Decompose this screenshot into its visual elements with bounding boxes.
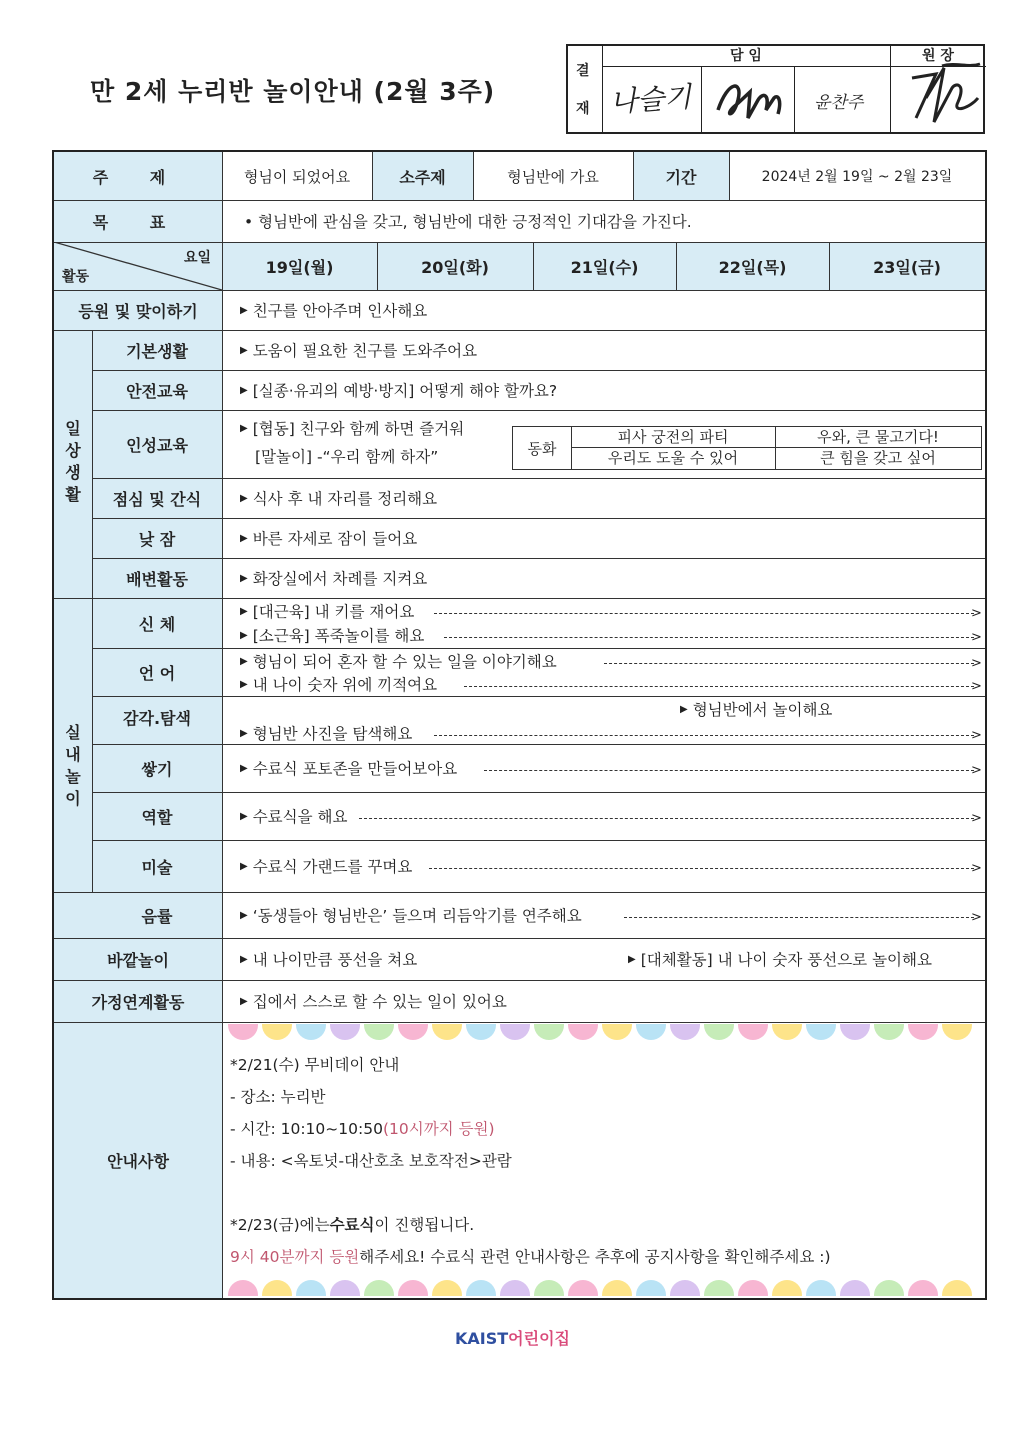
bullet-triangle-icon: ▶ — [240, 727, 248, 739]
arrival-text: 친구를 안아주며 인사해요 — [252, 302, 428, 320]
day-wed: 21일(수) — [570, 257, 639, 277]
teacher2-signature-name: 윤찬주 — [814, 93, 864, 113]
character-row-1 — [240, 415, 464, 441]
indoor-group-label: 실 내 놀 이 — [65, 723, 81, 808]
scallop-dot — [840, 1280, 870, 1296]
sensory-line-top: 형님반에서 놀이해요 — [692, 701, 833, 719]
scallop-dot — [602, 1280, 632, 1296]
arrive-rest: 해주세요! 수료식 관련 안내사항은 추후에 공지사항을 확인해주세요 :) — [359, 1248, 831, 1266]
scallop-dot — [636, 1024, 666, 1040]
dot-border-top — [226, 1024, 982, 1042]
sensory-row — [240, 722, 412, 744]
movie-title: *2/21(수) 무비데이 안내 — [230, 1056, 400, 1074]
bullet-triangle-icon: ▶ — [240, 995, 248, 1007]
day-mon: 19일(월) — [265, 257, 334, 277]
scallop-dot — [398, 1280, 428, 1296]
notice-label: 안내사항 — [107, 1151, 169, 1171]
music-text: ‘동생들아 형님반은’ 들으며 리듬악기를 연주해요 — [252, 907, 582, 925]
language-label: 언 어 — [138, 663, 176, 683]
logo-daycare: 어린이집 — [508, 1329, 570, 1348]
bullet-triangle-icon: ▶ — [240, 629, 248, 641]
logo-kaist: KAIST — [455, 1329, 509, 1348]
bullet-triangle-icon: ▶ — [240, 953, 248, 965]
basic-text: 도움이 필요한 친구를 도와주어요 — [252, 342, 478, 360]
day-tue: 20일(화) — [421, 257, 489, 277]
blocks-row — [240, 757, 457, 779]
scallop-dot — [942, 1280, 972, 1296]
scallop-dot — [568, 1024, 598, 1040]
scallop-dot — [364, 1280, 394, 1296]
bullet-triangle-icon: ▶ — [240, 655, 248, 667]
movie-time-row — [230, 1116, 495, 1140]
arrive-note: 9시 40분까지 등원 — [230, 1248, 360, 1266]
page-title: 만 2세 누리반 놀이안내 (2월 3주) — [90, 77, 496, 106]
toilet-row — [240, 558, 427, 598]
scallop-dot — [262, 1024, 292, 1040]
body-line-1: [대근육] 내 키를 재어요 — [252, 603, 415, 621]
movie-time: - 시간: 10:10~10:50 — [230, 1120, 383, 1138]
scallop-dot — [228, 1024, 258, 1040]
daily-group-label: 일 상 생 활 — [65, 419, 81, 504]
lunch-label: 점심 및 간식 — [112, 489, 202, 509]
homeroom-header: 담 임 — [730, 48, 762, 64]
story-4: 큰 힘을 갖고 싶어 — [820, 449, 936, 467]
scallop-dot — [466, 1024, 496, 1040]
bullet-triangle-icon: ▶ — [240, 532, 248, 544]
scallop-dot — [398, 1024, 428, 1040]
bullet-triangle-icon: ▶ — [628, 953, 636, 965]
scallop-dot — [704, 1280, 734, 1296]
bullet-triangle-icon: ▶ — [240, 762, 248, 774]
role-text: 수료식을 해요 — [252, 808, 348, 826]
bullet-triangle-icon: ▶ — [240, 572, 248, 584]
bullet-triangle-icon: ▶ — [240, 909, 248, 921]
scallop-dot — [772, 1280, 802, 1296]
goal-label: 목 표 — [92, 212, 184, 232]
scallop-dot — [330, 1280, 360, 1296]
bullet-triangle-icon: ▶ — [680, 703, 688, 715]
director-header: 원 장 — [922, 48, 954, 64]
scallop-dot — [874, 1024, 904, 1040]
language-row-1 — [240, 650, 557, 672]
scallop-dot — [534, 1280, 564, 1296]
nap-row — [240, 518, 417, 558]
nap-label: 낮 잠 — [138, 529, 176, 549]
subject-label: 주 제 — [92, 167, 184, 187]
subtopic-value: 형님반에 가요 — [507, 167, 599, 186]
signature-mark-icon — [708, 70, 790, 130]
sensory-line: 형님반 사진을 탐색해요 — [252, 725, 413, 743]
story-1: 피사 궁전의 파티 — [617, 428, 729, 446]
activity-label: 활동 — [62, 269, 90, 285]
approval-box — [566, 44, 985, 134]
scallop-dot — [500, 1280, 530, 1296]
subtopic-label: 소주제 — [399, 167, 446, 187]
bullet-triangle-icon: ▶ — [240, 810, 248, 822]
blocks-text: 수료식 포토존을 만들어보아요 — [252, 760, 458, 778]
bullet-triangle-icon: ▶ — [240, 605, 248, 617]
art-label: 미술 — [141, 857, 173, 877]
scallop-dot — [806, 1024, 836, 1040]
scallop-dot — [568, 1280, 598, 1296]
toilet-text: 화장실에서 차례를 지켜요 — [252, 570, 428, 588]
lunch-row — [240, 478, 437, 518]
character-label: 인성교육 — [126, 435, 188, 455]
period-value: 2024년 2월 19일 ~ 2월 23일 — [761, 169, 953, 185]
movie-content: - 내용: <옥토넛-대산호초 보호작전>관람 — [230, 1152, 512, 1170]
art-text: 수료식 가랜드를 꾸며요 — [252, 858, 413, 876]
outdoor-row — [240, 938, 417, 980]
day-label: 요일 — [184, 250, 212, 266]
basic-row — [240, 330, 477, 370]
scallop-dot — [636, 1280, 666, 1296]
scallop-dot — [738, 1024, 768, 1040]
scallop-dot — [908, 1024, 938, 1040]
toilet-label: 배변활동 — [126, 569, 188, 589]
role-label: 역할 — [141, 807, 173, 827]
scallop-dot — [942, 1024, 972, 1040]
arrival-row — [240, 290, 427, 330]
body-label: 신 체 — [138, 614, 176, 634]
movie-time-note: (10시까지 등원) — [382, 1120, 495, 1138]
bullet-triangle-icon: ▶ — [240, 860, 248, 872]
home-text: 집에서 스스로 할 수 있는 일이 있어요 — [252, 993, 507, 1011]
goal-text: • 형님반에 관심을 갖고, 형님반에 대한 긍정적인 기대감을 가진다. — [244, 213, 692, 231]
scallop-dot — [670, 1280, 700, 1296]
movie-place: - 장소: 누리반 — [230, 1088, 326, 1106]
body-line-2: [소근육] 폭죽놀이를 해요 — [252, 627, 425, 645]
scallop-dot — [534, 1024, 564, 1040]
home-row — [240, 980, 507, 1022]
outdoor-text: 내 나이만큼 풍선을 쳐요 — [252, 951, 418, 969]
scallop-dot — [432, 1024, 462, 1040]
art-row — [240, 855, 412, 877]
scallop-dot — [296, 1024, 326, 1040]
subject-value: 형님이 되었어요 — [243, 167, 351, 186]
teacher1-signature-name: 나슬기 — [609, 80, 693, 119]
day-fri: 23일(금) — [873, 257, 941, 277]
bullet-triangle-icon: ▶ — [240, 384, 248, 396]
story-3: 우리도 도울 수 있어 — [607, 449, 739, 467]
scallop-dot — [364, 1024, 394, 1040]
music-label: 음률 — [141, 906, 173, 926]
activity-table: 주 제 형님이 되었어요 소주제 형님반에 가요 기간 2024년 2월 19일 ~ 2월 23일 목 표 • 형님반에 관심을 갖고, 형님반에 대한 긍정적인 기대감을 가진다. 요일 활동 19일(월) 20일(화) 21일(수) 22일(목) 23일(금) 등원 및 맞이하기 ▶ 친구를 안아주며 인사해요 일 상 생 활 기본생활 ▶ 도움이 필요한 친구를 도와주어요 안전교육 ▶ [실종·유괴의 예방·방지] 어떻게 해야 할까요? 인성교육 ▶ [협동] 친구와 함께 하면 즐거워 [말놀이] -“우리 함께 하자” 동화 피사 궁전의 파티 우와, 큰 물고기다! 우리도 도울 수 있어 큰 힘을 갖고 싶어 점심 및 간식 ▶ 식사 후 내 자리를 정리해요 낮 잠 ▶ 바른 자세로 잠이 들어요 배변활동 ▶ 화장실에서 차례를 지켜요 실 내 놀 이 신 체 ▶ [대근육] 내 키를 재어요 > ▶ [소근육] 폭죽놀이를 해요 > 언 어 ▶ 형님이 되어 혼자 할 수 있는 일을 이야기해요 > ▶ 내 나이 숫자 위에 끼적여요 > 감각.탐색 ▶ 형님반에서 놀이해요 ▶ 형님반 사진을 탐색해요 > 쌓기 ▶ 수료식 포토존을 만들어보아요 > 역할 ▶ 수료식을 해요 > 미술 ▶ 수료식 가랜드를 꾸며요 > 음률 ▶ ‘동생들아 형님반은’ 들으며 리듬악기를 연주해요 > 바깥놀이 ▶ 내 나이만큼 풍선을 쳐요 ▶ [대체활동] 내 나이 숫자 풍선으로 놀이해요 가정연계활동 ▶ 집에서 스스로 할 수 있는 일이 있어요 안내사항 *2/21(수) 무비데이 안내 - 장소: 누리반 - 시간: 10:10~10:50 (10시까지 등원) - 내용: <옥토넛-대산호초 보호작전>관람 *2/23(금)에는 수료식 이 진행됩니다. 9시 40분까지 등원 해주세요! 수료식 관련 안내사항은 추후에 공지사항을 확인해주세요 :) — [52, 150, 987, 1300]
story-2: 우와, 큰 물고기다! — [817, 428, 939, 446]
safety-row — [240, 370, 557, 410]
outdoor-label: 바깥놀이 — [107, 950, 169, 970]
bullet-triangle-icon: ▶ — [240, 492, 248, 504]
role-row — [240, 805, 347, 827]
scallop-dot — [228, 1280, 258, 1296]
scallop-dot — [500, 1024, 530, 1040]
scallop-dot — [296, 1280, 326, 1296]
scallop-dot — [772, 1024, 802, 1040]
scallop-dot — [704, 1024, 734, 1040]
graduation-c: 이 진행됩니다. — [374, 1216, 475, 1234]
story-label: 동화 — [527, 439, 557, 458]
bullet-triangle-icon: ▶ — [240, 344, 248, 356]
scallop-dot — [262, 1280, 292, 1296]
graduation-b: 수료식 — [329, 1216, 375, 1234]
arrive-row — [230, 1244, 831, 1268]
scallop-dot — [670, 1024, 700, 1040]
scallop-dot — [874, 1280, 904, 1296]
period-label: 기간 — [665, 167, 697, 187]
basic-label: 기본생활 — [126, 341, 188, 361]
director-signature-icon — [896, 58, 984, 134]
scallop-dot — [466, 1280, 496, 1296]
scallop-dot — [330, 1024, 360, 1040]
scallop-dot — [738, 1280, 768, 1296]
nap-text: 바른 자세로 잠이 들어요 — [252, 530, 418, 548]
music-row — [240, 904, 582, 926]
language-line-2: 내 나이 숫자 위에 끼적여요 — [252, 676, 438, 694]
scallop-dot — [806, 1280, 836, 1296]
blocks-label: 쌓기 — [141, 759, 173, 779]
scallop-dot — [432, 1280, 462, 1296]
home-label: 가정연계활동 — [91, 992, 185, 1012]
story-table — [512, 426, 982, 470]
language-row-2 — [240, 673, 437, 695]
sensory-label: 감각.탐색 — [123, 708, 191, 728]
scallop-dot — [908, 1280, 938, 1296]
bullet-triangle-icon: ▶ — [240, 422, 248, 434]
character-line-2: [말놀이] -“우리 함께 하자” — [255, 448, 439, 466]
graduation-row — [230, 1212, 474, 1236]
scallop-dot — [840, 1024, 870, 1040]
dot-border-bottom — [226, 1280, 982, 1298]
body-row-2 — [240, 624, 424, 646]
approval-label-bottom: 재 — [576, 101, 590, 117]
lunch-text: 식사 후 내 자리를 정리해요 — [252, 490, 438, 508]
body-row-1 — [240, 600, 414, 622]
outdoor-alt-text: [대체활동] 내 나이 숫자 풍선으로 놀이해요 — [640, 951, 932, 969]
day-thu: 22일(목) — [718, 257, 787, 277]
language-line-1: 형님이 되어 혼자 할 수 있는 일을 이야기해요 — [252, 653, 557, 671]
bullet-triangle-icon: ▶ — [240, 678, 248, 690]
character-line-1: [협동] 친구와 함께 하면 즐거워 — [252, 420, 465, 438]
outdoor-alt-row — [628, 938, 932, 980]
graduation-a: *2/23(금)에는 — [230, 1216, 330, 1234]
scallop-dot — [602, 1024, 632, 1040]
safety-text: [실종·유괴의 예방·방지] 어떻게 해야 할까요? — [252, 382, 558, 400]
sensory-row-top — [680, 698, 832, 720]
arrival-label: 등원 및 맞이하기 — [78, 301, 198, 321]
safety-label: 안전교육 — [126, 381, 188, 401]
footer-logo — [455, 1326, 570, 1349]
bullet-triangle-icon: ▶ — [240, 304, 248, 316]
approval-label-top: 결 — [576, 63, 590, 79]
